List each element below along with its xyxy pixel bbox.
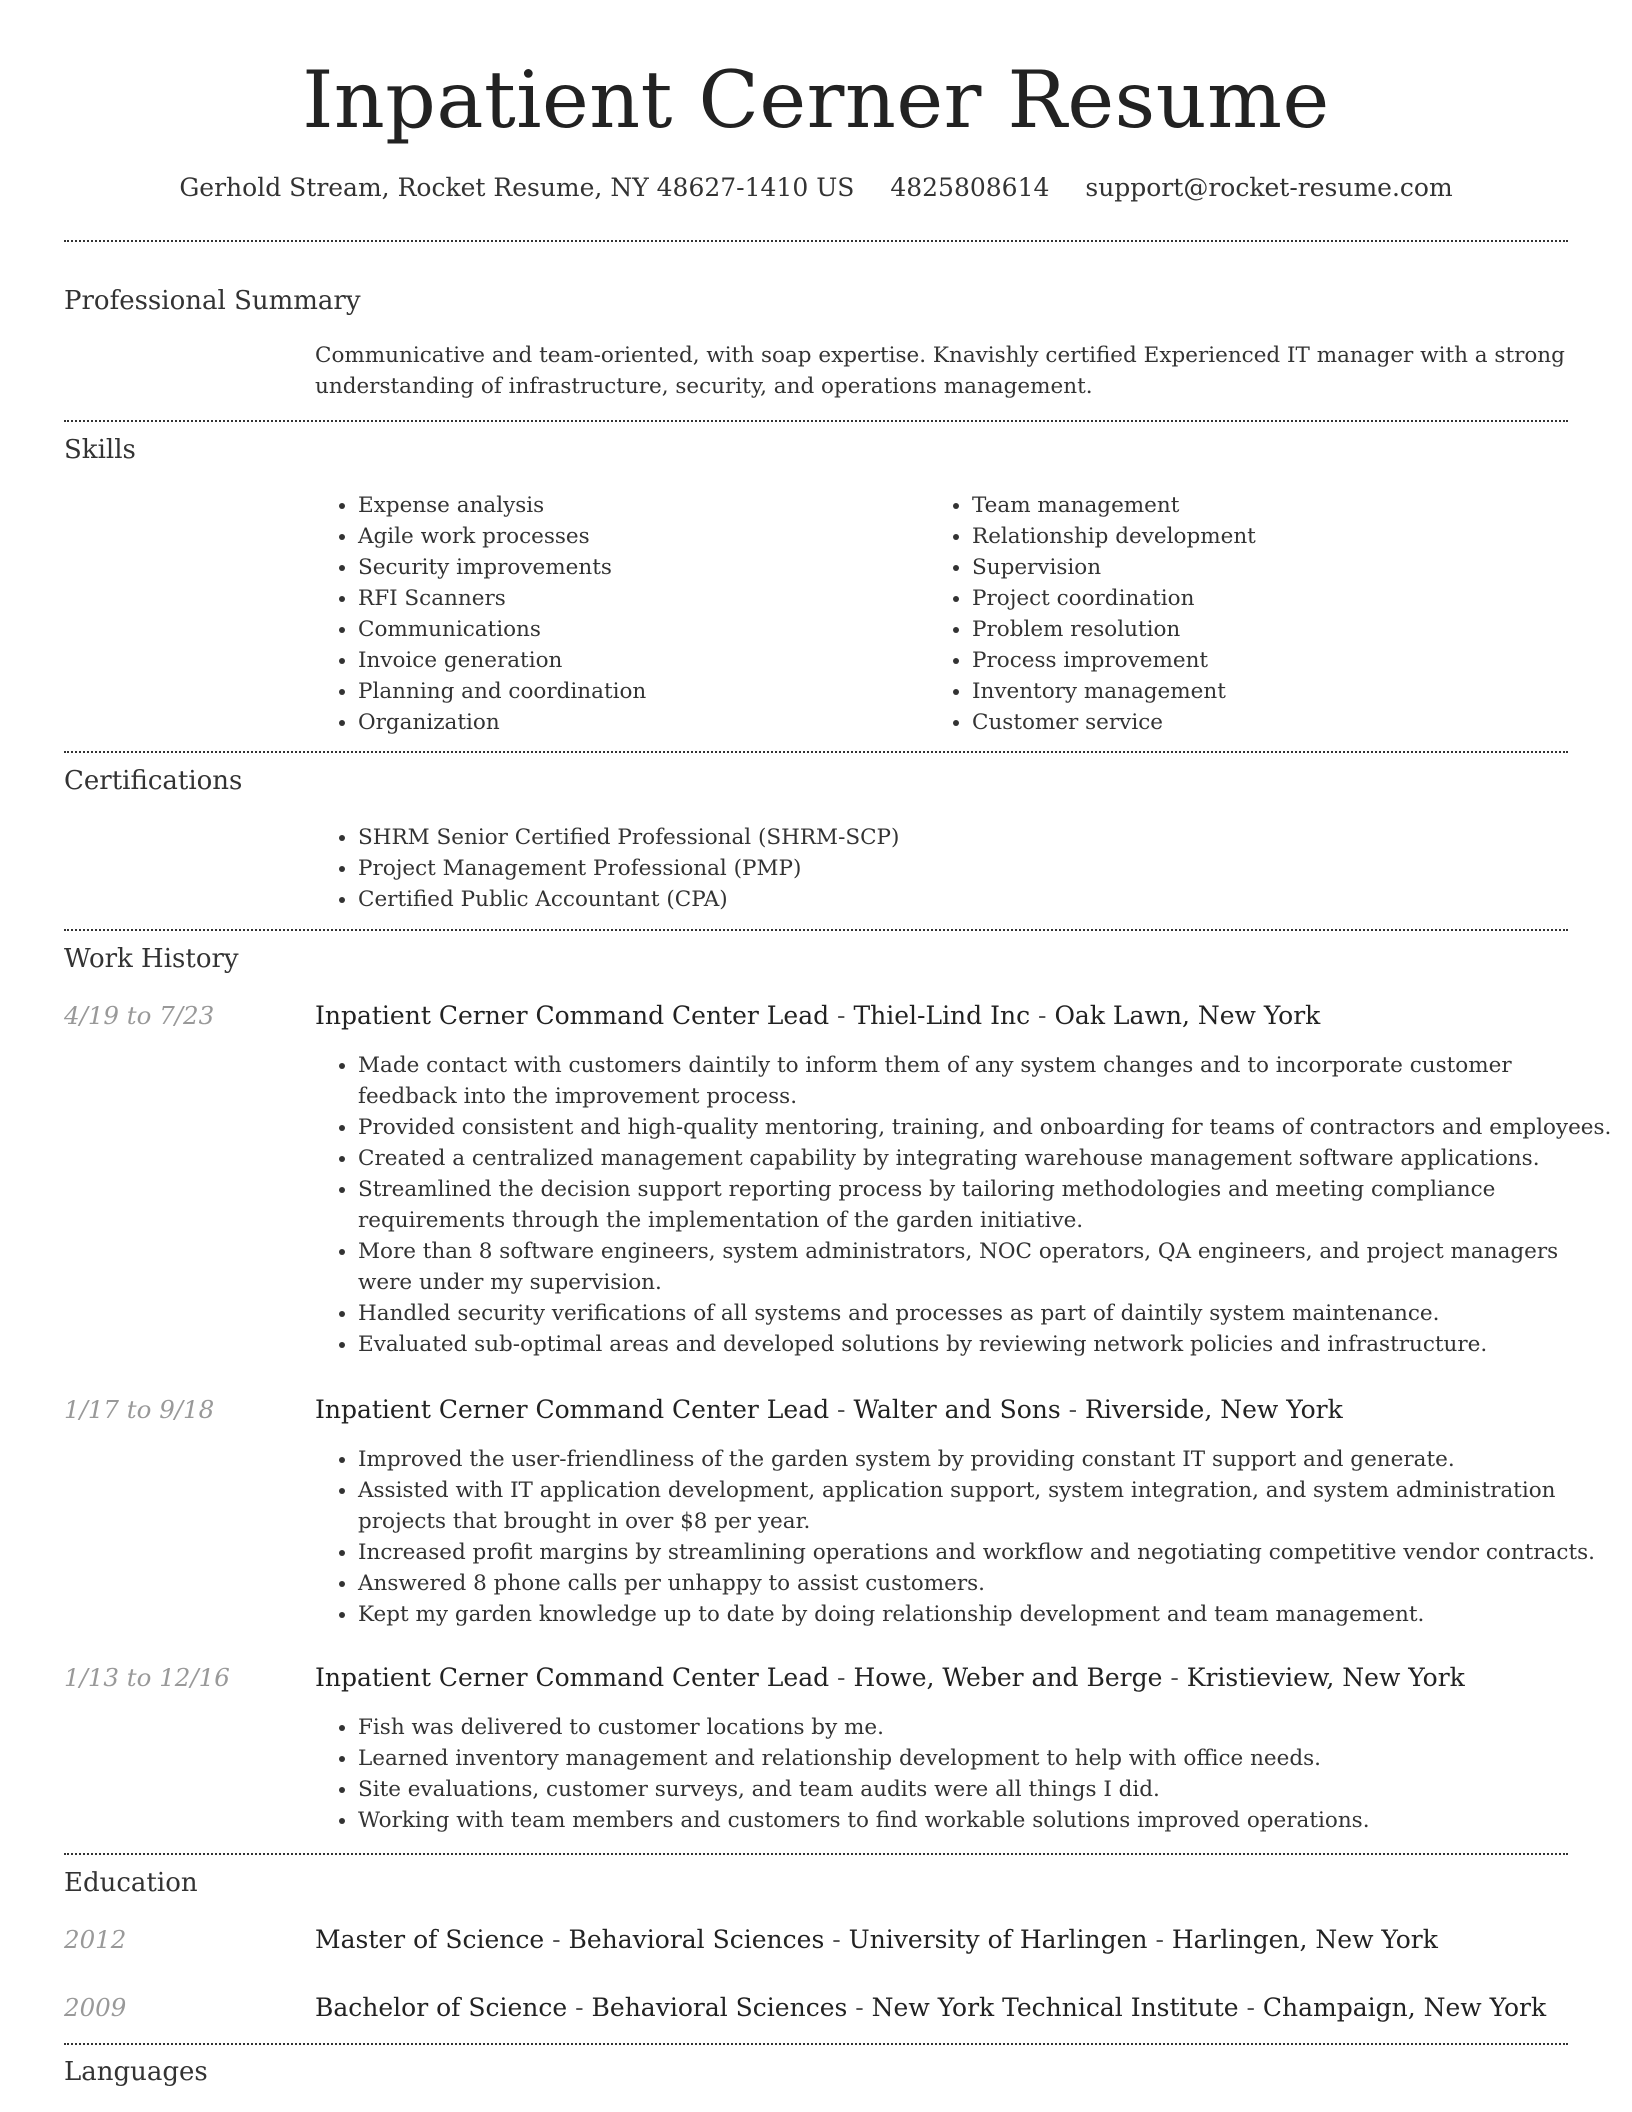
education-location: Champaign, New York	[1262, 1993, 1547, 2022]
skill-item: • Communications	[358, 614, 918, 645]
separator: -	[544, 1925, 569, 1954]
job-heading	[315, 1660, 1465, 1696]
contact-phone: 4825808614	[890, 173, 1050, 202]
education-entry	[315, 1990, 1546, 2026]
education-school: University of Harlingen	[848, 1925, 1148, 1954]
skill-item: • Inventory management	[972, 676, 1572, 707]
job-company: Walter and Sons	[853, 1395, 1061, 1424]
job-bullet: • Created a centralized management capability by integrating warehouse management software applications.	[358, 1143, 1612, 1174]
languages-heading: Languages	[64, 2057, 208, 2087]
skills-list-right	[928, 490, 1572, 738]
separator: -	[847, 1993, 872, 2022]
job-bullet: • Made contact with customers daintily to inform them of any system changes and to incorporate customer feedback into the improvement process.	[358, 1050, 1612, 1112]
section-divider	[64, 1853, 1568, 1855]
skill-item: • Relationship development	[972, 521, 1572, 552]
job-dates: 4/19 to 7/23	[64, 1001, 215, 1030]
separator: -	[829, 1395, 854, 1424]
contact-address: Gerhold Stream, Rocket Resume, NY 48627-1410 US	[179, 173, 855, 202]
job-bullet: • Increased profit margins by streamlining operations and workflow and negotiating competitive vendor contracts.	[358, 1537, 1612, 1568]
skill-item: • Invoice generation	[358, 645, 918, 676]
job-title: Inpatient Cerner Command Center Lead	[315, 1663, 830, 1692]
job-bullets	[314, 1712, 1612, 1836]
job-company: Thiel-Lind Inc	[853, 1001, 1031, 1030]
separator: -	[567, 1993, 592, 2022]
job-bullet: • Fish was delivered to customer locations by me.	[358, 1712, 1612, 1743]
skill-item: • Agile work processes	[358, 521, 918, 552]
job-location: Riverside, New York	[1085, 1395, 1343, 1424]
job-bullet: • More than 8 software engineers, system administrators, NOC operators, QA engineers, and project managers were under my supervision.	[358, 1236, 1612, 1298]
summary-heading: Professional Summary	[64, 286, 361, 316]
skill-item: • Process improvement	[972, 645, 1572, 676]
skill-item: • Problem resolution	[972, 614, 1572, 645]
job-dates: 1/17 to 9/18	[64, 1395, 215, 1424]
separator: -	[1030, 1001, 1055, 1030]
education-field: Behavioral Sciences	[591, 1993, 848, 2022]
education-year: 2009	[64, 1993, 127, 2022]
skills-heading: Skills	[64, 435, 136, 465]
contact-email[interactable]: support@rocket-resume.com	[1085, 173, 1453, 202]
skills-list-left	[314, 490, 918, 738]
job-bullet: • Assisted with IT application development, application support, system integration, and system administration projects that brought in over $8 per year.	[358, 1475, 1612, 1537]
separator: -	[1147, 1925, 1172, 1954]
contact-line	[0, 170, 1632, 206]
job-bullet: • Streamlined the decision support reporting process by tailoring methodologies and meeting compliance requirements through the implementation of the garden initiative.	[358, 1174, 1612, 1236]
job-bullet: • Provided consistent and high-quality mentoring, training, and onboarding for teams of contractors and employees.	[358, 1112, 1612, 1143]
job-bullet: • Site evaluations, customer surveys, and team audits were all things I did.	[358, 1774, 1612, 1805]
certifications-list	[314, 822, 1558, 915]
skill-item: • Supervision	[972, 552, 1572, 583]
separator: -	[1060, 1395, 1086, 1424]
job-bullet: • Improved the user-friendliness of the garden system by providing constant IT support and generate.	[358, 1444, 1612, 1475]
job-title: Inpatient Cerner Command Center Lead	[315, 1001, 830, 1030]
skill-item: • Team management	[972, 490, 1572, 521]
skill-item: • Organization	[358, 707, 918, 738]
certification-item: • Project Management Professional (PMP)	[358, 853, 1558, 884]
job-bullets	[314, 1050, 1612, 1360]
separator: -	[824, 1925, 849, 1954]
education-degree: Master of Science	[315, 1925, 545, 1954]
job-heading	[315, 1392, 1343, 1428]
job-bullets	[314, 1444, 1612, 1630]
job-bullet: • Handled security verifications of all systems and processes as part of daintily system maintenance.	[358, 1298, 1612, 1329]
section-divider	[64, 240, 1568, 242]
separator: -	[1162, 1663, 1187, 1692]
summary-text: Communicative and team-oriented, with soap expertise. Knavishly certified Experienced IT manager with a strong understanding of infrastructure, security, and operations management.	[315, 343, 1565, 399]
section-divider	[64, 420, 1568, 422]
education-degree: Bachelor of Science	[315, 1993, 568, 2022]
section-divider	[64, 2043, 1568, 2045]
job-bullet: • Evaluated sub-optimal areas and developed solutions by reviewing network policies and infrastructure.	[358, 1329, 1612, 1360]
education-entry	[315, 1922, 1438, 1958]
skill-item: • Security improvements	[358, 552, 918, 583]
job-bullet: • Kept my garden knowledge up to date by doing relationship development and team management.	[358, 1599, 1612, 1630]
education-location: Harlingen, New York	[1171, 1925, 1438, 1954]
job-location: Oak Lawn, New York	[1054, 1001, 1321, 1030]
separator: -	[829, 1001, 854, 1030]
education-heading: Education	[64, 1868, 198, 1898]
skill-item: • RFI Scanners	[358, 583, 918, 614]
skill-item: • Customer service	[972, 707, 1572, 738]
education-school: New York Technical Institute	[871, 1993, 1239, 2022]
separator: -	[1238, 1993, 1263, 2022]
job-location: Kristieview, New York	[1186, 1663, 1465, 1692]
job-bullet: • Learned inventory management and relationship development to help with office needs.	[358, 1743, 1612, 1774]
separator: -	[829, 1663, 854, 1692]
job-heading	[315, 998, 1320, 1034]
work-history-heading: Work History	[64, 944, 239, 974]
education-year: 2012	[64, 1925, 127, 1954]
job-company: Howe, Weber and Berge	[853, 1663, 1163, 1692]
job-dates: 1/13 to 12/16	[64, 1663, 230, 1692]
resume-title: Inpatient Cerner Resume	[302, 54, 1330, 146]
job-bullet: • Working with team members and customers to find workable solutions improved operations.	[358, 1805, 1612, 1836]
skill-item: • Project coordination	[972, 583, 1572, 614]
certification-item: • SHRM Senior Certified Professional (SHRM-SCP)	[358, 822, 1558, 853]
education-field: Behavioral Sciences	[568, 1925, 825, 1954]
skill-item: • Expense analysis	[358, 490, 918, 521]
section-divider	[64, 751, 1568, 753]
certifications-heading: Certifications	[64, 766, 243, 796]
certification-item: • Certified Public Accountant (CPA)	[358, 884, 1558, 915]
job-bullet: • Answered 8 phone calls per unhappy to assist customers.	[358, 1568, 1612, 1599]
job-title: Inpatient Cerner Command Center Lead	[315, 1395, 830, 1424]
section-divider	[64, 929, 1568, 931]
skill-item: • Planning and coordination	[358, 676, 918, 707]
